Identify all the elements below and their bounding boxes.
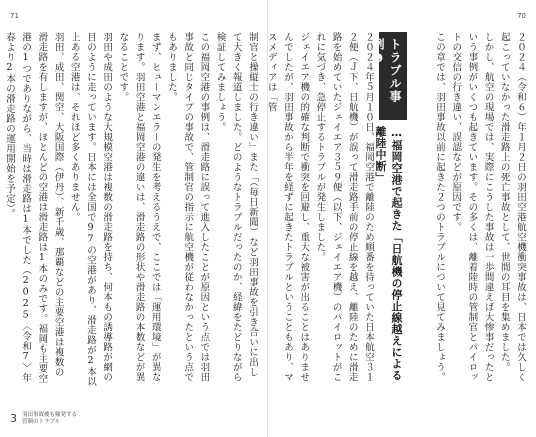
left-page-body-text: 制官と操縦士の行き違い」また「（毎日新聞）など羽田事故を引き合いに出して大きく報道しました。どのようなトラブルだったのか、経緯をたどりながら検証してみましょう。 この福岡空港の事例は、滑走路に誤って進入したことが原因という点では羽田事故と同じタイプの事故で、管制官の指示に航空機が従わなかったという点でもありました。 まず、ヒューマンエラーの発生を考えるうえで、ここでは「運用環境」が異なります。羽田空港と福岡空港の違いは、滑走路の形状や滑走路の本数などが異なることです。 羽田や成田のような大規模空港は複数の滑走路を持ち、何本もの誘導路が網の目のように走っています。日本には全国で97の空港があり、滑走路が2本以上ある空港は、それほど多くありません。 羽田、成田、関空、大阪国際（伊丹）、新千歳、那覇などの主要空港は複数の滑走路を有しますが、ほとんどの空港は滑走路は1本のみです。福岡も主要空港の1つでありながら、当時は滑走路は1本でした（2025〈令和7〉年春より2本の滑走路の運用開始を予定）。 [3, 32, 258, 387]
chapter-number: 3 [10, 412, 17, 425]
right-page-case-text: ２０２４年５月１０日、福岡空港で離陸のため順番を待っていた日本航空３１２便（Ｊ下、日航機）が誤って滑走路手前の停止線を越え、離陸のために滑走路を始めていたジェイエア３５９便（以下、ジェイエア機）のパイロットがこれに気づき、急停止するトラブルが発生しました。 ジェイエア機の的確な判断で衝突を回避し、重大な被害が出ることはありませんでしたが、羽田事故から半年を経ずに起きたトラブルということもあり、マスメディアは「管 [265, 32, 374, 382]
right-page [265, 0, 536, 437]
chapter-title-line-2: 管制のトラブル [22, 418, 61, 425]
section-heading [371, 32, 407, 387]
chapter-footer [10, 412, 77, 425]
chapter-title-line-1: 羽田事故後も頻発する [22, 412, 78, 418]
chapter-title [22, 412, 77, 425]
section-heading-title: …福岡空港で起きた「日航機の停止線越えによる離陸中断」 [374, 125, 403, 381]
trouble-case-badge: トラブル事例❶ [379, 32, 407, 120]
page-number-right: 70 [517, 12, 526, 20]
page-number-left: 71 [10, 12, 19, 20]
right-page-intro-text: ２０２４（令和６）年１月２日の羽田空港航空機衝突事故は、日本では久しく起こっていなかった滑走路上の死亡事故として、世間の耳目を集めました。 しかし、航空の現場では、実際にこうした事故は一歩間違えば大惨事だったという事例がいくつも起きています。その多くは、離着陸時の管制官とパイロットの交信の行き違い、誤認などが原因です。 この章では、羽田事故以前に起きた２つのトラブルについて見てみましょう。 [433, 32, 526, 382]
